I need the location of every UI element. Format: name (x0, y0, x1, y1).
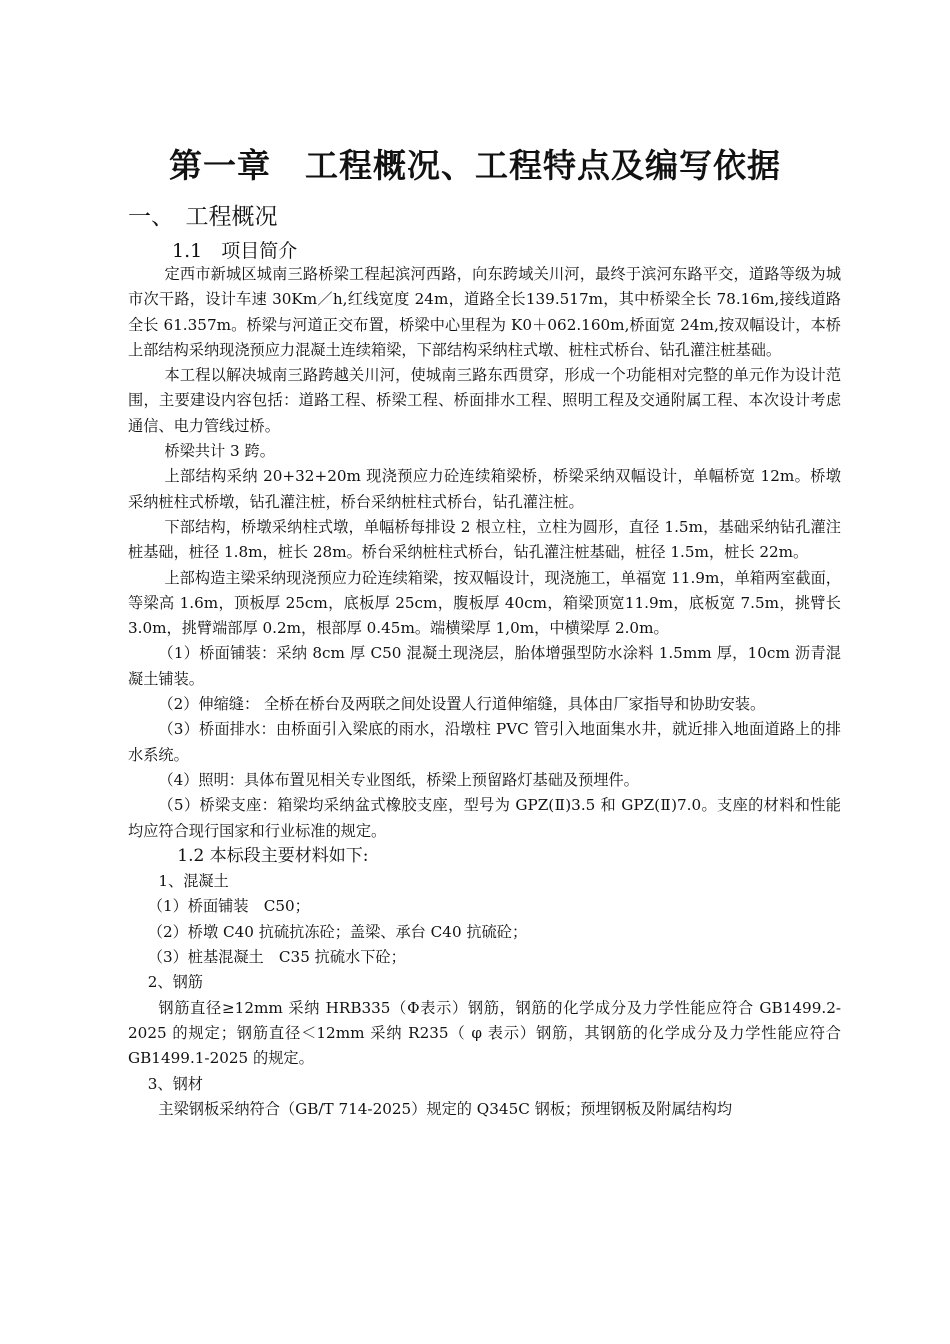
document-body (128, 262, 841, 1122)
list-heading: 1、混凝土 (158, 872, 229, 891)
paragraph: 钢筋直径≥12mm 采纳 HRB335（Φ表示）钢筋，钢筋的化学成分及力学性能应符合 GB1499.2-2025 的规定；钢筋直径＜12mm 采纳 R235（ φ 表示）钢筋，其钢筋的化学成分及力学性能应符合 GB1499.1-2025 的规定。 (128, 998, 841, 1068)
paragraph: 上部构造主梁采纳现浇预应力砼连续箱梁，按双幅设计，现浇施工，单福宽 11.9m，单箱两室截面，等梁高 1.6m，顶板厚 25cm，底板厚 25cm，腹板厚 40cm，箱梁顶宽11.9m，底板宽 7.5m，挑臂长 3.0m，挑臂端部厚 0.2m，根部厚 0.45m。端横梁厚 1,0m，中横梁厚 2.0m。 (128, 568, 841, 638)
list-heading: 2、钢筋 (147, 973, 203, 992)
paragraph: 本工程以解决城南三路跨越关川河，使城南三路东西贯穿，形成一个功能相对完整的单元作为设计范围，主要建设内容包括：道路工程、桥梁工程、桥面排水工程、照明工程及交通附属工程、本次设计考虑通信、电力管线过桥。 (128, 366, 841, 435)
list-item: （3）桩基混凝土 C35 抗硫水下砼； (147, 948, 406, 967)
chapter-title: 第一章 工程概况、工程特点及编写依据 (169, 146, 781, 185)
paragraph: （3）桥面排水：由桥面引入梁底的雨水，沿墩柱 PVC 管引入地面集水井，就近排入地面道路上的排水系统。 (128, 720, 841, 764)
paragraph: 下部结构，桥墩采纳柱式墩，单幅桥每排设 2 根立柱，立柱为圆形，直径 1.5m，基础采纳钻孔灌注桩基础，桩径 1.8m，桩长 28m。桥台采纳桩柱式桥台，钻孔灌注桩基础，桩径 1.5m，桩长 22m。 (128, 517, 841, 562)
paragraph: （2）伸缩缝： 全桥在桥台及两联之间处设置人行道伸缩缝，具体由厂家指导和协助安装。 (158, 695, 766, 714)
list-item: （1）桥面铺装 C50； (147, 897, 310, 916)
list-item: （2）桥墩 C40 抗硫抗冻砼；盖梁、承台 C40 抗硫砼； (147, 922, 528, 941)
subsection-heading-1-1: 1.1 项目简介 (172, 240, 298, 262)
subsection-heading-1-2: 1.2 本标段主要材料如下: (177, 845, 369, 866)
list-heading: 3、钢材 (147, 1074, 203, 1093)
paragraph: 桥梁共计 3 跨。 (164, 442, 275, 461)
paragraph: 上部结构采纳 20+32+20m 现浇预应力砼连续箱梁桥，桥梁采纳双幅设计，单幅桥宽 12m。桥墩采纳桩柱式桥墩，钻孔灌注桩，桥台采纳桩柱式桥台，钻孔灌注桩。 (128, 467, 841, 511)
paragraph: （5）桥梁支座：箱梁均采纳盆式橡胶支座，型号为 GPZ(Ⅱ)3.5 和 GPZ(Ⅱ)7.0。支座的材料和性能均应符合现行国家和行业标准的规定。 (128, 796, 841, 840)
paragraph: （1）桥面铺装：采纳 8cm 厚 C50 混凝土现浇层，胎体增强型防水涂料 1.5mm 厚，10cm 沥青混凝土铺装。 (128, 644, 841, 688)
paragraph: 主梁钢板采纳符合（GB/T 714-2025）规定的 Q345C 钢板；预埋钢板及附属结构均 (158, 1099, 733, 1118)
paragraph: 定西市新城区城南三路桥梁工程起滨河西路，向东跨域关川河，最终于滨河东路平交，道路等级为城市次干路，设计车速 30Km／h,红线宽度 24m，道路全长139.517m，其中桥梁全长 78.16m,接线道路全长 61.357m。桥梁与河道正交布置，桥梁中心里程为 K0＋062.160m,桥面宽 24m,按双幅设计，本桥上部结构采纳现浇预应力混凝土连续箱梁，下部结构采纳柱式墩、桩柱式桥台、钻孔灌注桩基础。 (128, 265, 841, 359)
paragraph: （4）照明：具体布置见相关专业图纸，桥梁上预留路灯基础及预埋件。 (158, 770, 639, 789)
section-heading: 一、 工程概况 (128, 204, 278, 230)
